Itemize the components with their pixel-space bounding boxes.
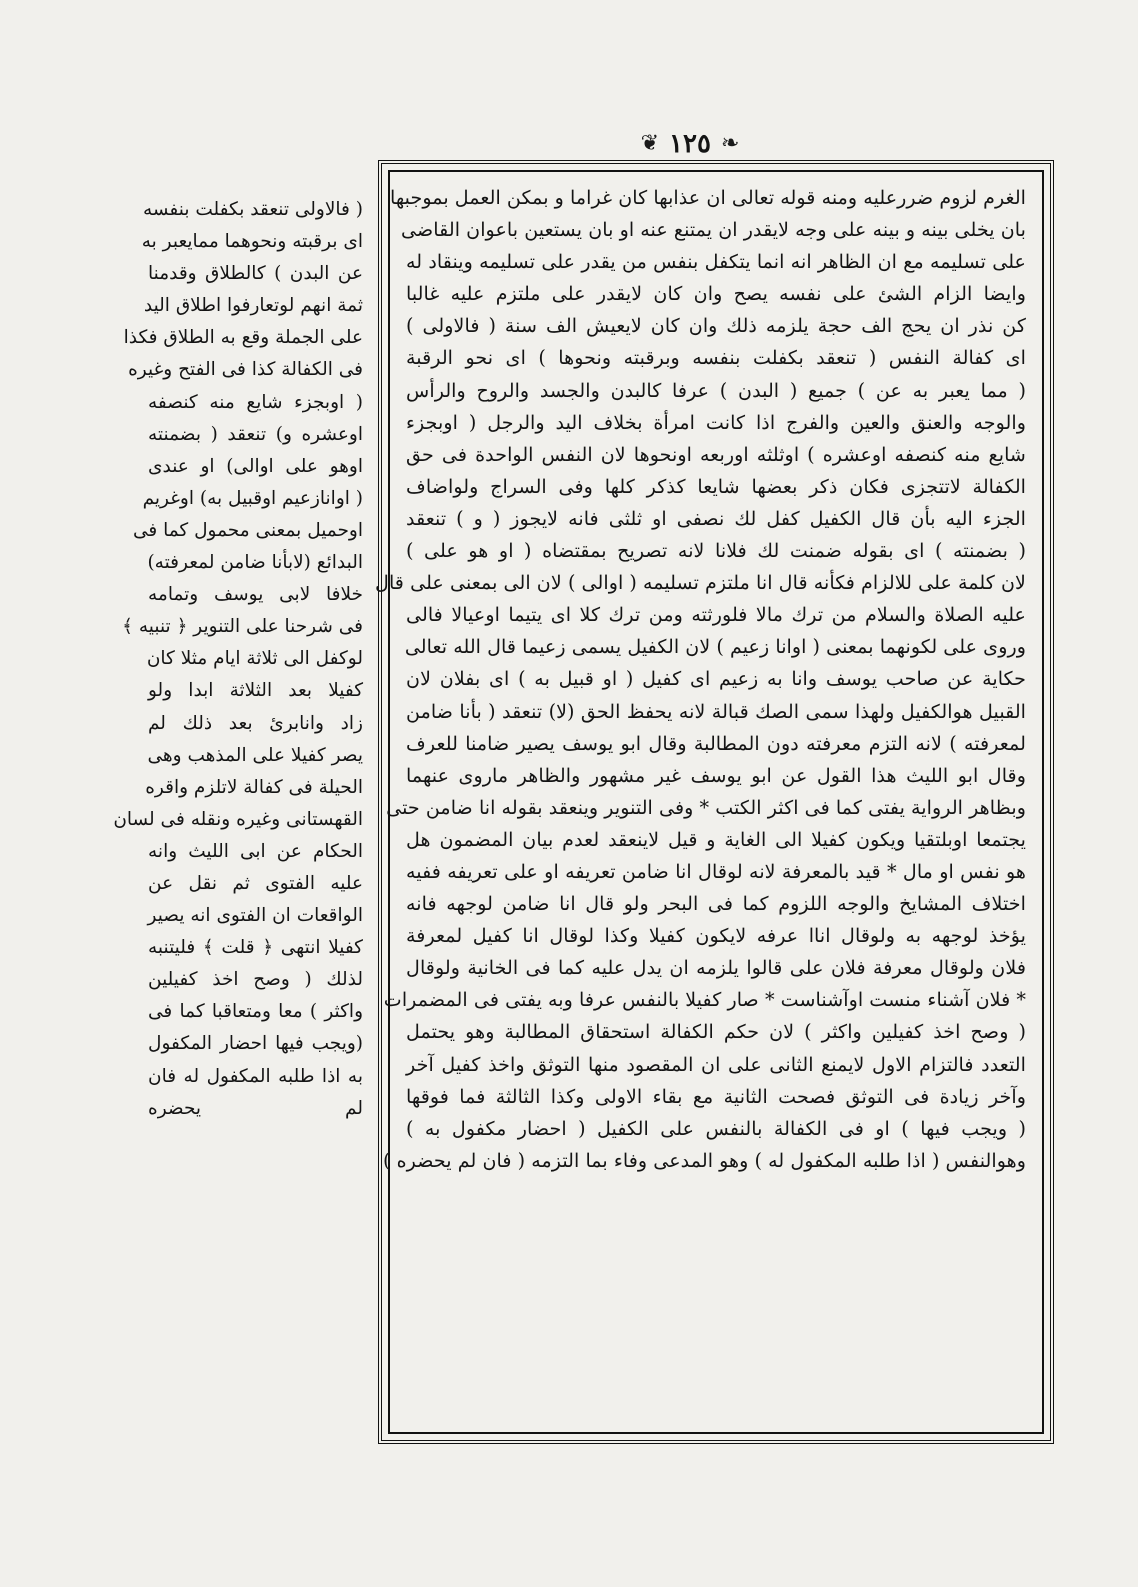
margin-text-line: عن البدن ) كالطلاق وقدمنا bbox=[148, 263, 363, 285]
margin-text-line: واكثر ) معا ومتعاقبا كما فى bbox=[148, 1001, 363, 1023]
main-text-line: ( بضمنته ) اى بقوله ضمنت لك فلانا لانه تصريح بمقتضاه ( او هو على ) bbox=[406, 539, 1026, 563]
main-text-line: وآخر زيادة فى التوثق فصحت الثانية مع بقاء الاولى وكذا الثالثة فما فوقها bbox=[406, 1084, 1026, 1108]
margin-text-line: الحيلة فى كفالة لاتلزم واقره bbox=[145, 776, 363, 798]
margin-text-line: لذلك ( وصح اخذ كفيلين bbox=[148, 969, 363, 991]
main-text-inner-border bbox=[375, 170, 1044, 1434]
main-text-line: على تسليمه مع ان الظاهر انه انما يتكفل بنفس من يقدر على تسليمه وينقاد له bbox=[406, 250, 1026, 274]
main-text-line: التعدد فالتزام الاول لايمنع الثانى على ان المقصود منها التوثق واخذ كفيل آخر bbox=[406, 1052, 1026, 1076]
left-ornament-icon: ❦ bbox=[640, 131, 660, 156]
margin-text-line: لوكفل الى ثلاثة ايام مثلا كان bbox=[146, 648, 363, 670]
margin-text-line: يصر كفيلا على المذهب وهى bbox=[147, 744, 363, 766]
margin-text-line: كفيلا انتهى ﴿ قلت ﴾ فليتنبه bbox=[148, 937, 363, 959]
main-text-line: وبظاهر الرواية يفتى كما فى اكثر الكتب * وفى التنوير وينعقد بقوله انا ضامن حتى bbox=[386, 795, 1026, 819]
main-text-line: بان يخلى بينه و بينه على وجه لايقدر ان يمتنع عنه او بان يستعين باعوان القاضى bbox=[401, 218, 1026, 242]
margin-text-line: (ويجب فيها احضار المكفول bbox=[148, 1033, 363, 1055]
main-text-line: ( مما يعبر به عن ) جميع ( البدن ) عرفا كالبدن والجسد والروح والرأس bbox=[406, 378, 1026, 402]
page-header bbox=[560, 124, 820, 164]
main-text-line: القبيل هوالكفيل ولهذا سمى الصك قبالة لانه يحفظ الحق (لا) تنعقد ( بأنا ضامن bbox=[406, 699, 1026, 723]
margin-commentary-block bbox=[113, 194, 363, 1125]
margin-text-line: ( فالاولى تنعقد بكفلت بنفسه bbox=[142, 199, 363, 220]
margin-text-line: الحكام عن ابى الليث وانه bbox=[148, 840, 363, 862]
margin-text-line: به اذا طلبه المكفول له فان bbox=[148, 1065, 363, 1087]
margin-text-line: فى شرحنا على التنوير ﴿ تنبيه ﴾ bbox=[122, 616, 363, 638]
margin-text-line: اى برقبته ونحوهما ممايعبر به bbox=[141, 231, 363, 253]
main-text-line: لمعرفته ) لانه التزم معرفته دون المطالبة وقال ابو يوسف يصير ضامنا للعرف bbox=[406, 731, 1026, 755]
margin-text-line: ثمة انهم لوتعارفوا اطلاق اليد bbox=[143, 295, 363, 317]
main-text-line: والوجه والعنق والعين والفرج اذا كانت امرأة بخلاف اليد والرجل ( اوبجزء bbox=[406, 410, 1026, 434]
main-text-line: وهوالنفس ( اذا طلبه المكفول له ) وهو المدعى وفاء بما التزمه ( فان لم يحضره ) bbox=[383, 1148, 1026, 1172]
main-text-line: * فلان آشناء منست اوآشناست * صار كفيلا بالنفس عرفا وبه يفتى فى المضمرات bbox=[383, 988, 1026, 1012]
margin-text-line: فى الكفالة كذا فى الفتح وغيره bbox=[128, 359, 363, 381]
main-text-line: وروى على لكونهما بمعنى ( اوانا زعيم ) لان الكفيل يسمى زعيما قال الله تعالى bbox=[404, 635, 1026, 659]
main-text-line: ( وصح اخذ كفيلين واكثر ) لان حكم الكفالة استحقاق المطالبة وهو يحتمل bbox=[406, 1020, 1026, 1044]
main-text-line: شايع منه كنصفه اوعشره ) اوثلثه اوربعه اونحوها لان النفس الواحدة فى حق bbox=[406, 442, 1026, 466]
main-text-line: يجتمعا اوبلتقيا ويكون كفيلا الى الغاية و قيل لاينعقد لعدم بيان المضمون هل bbox=[406, 827, 1026, 851]
page-number: ١٢٥ bbox=[669, 129, 711, 159]
main-text-line: ( ويجب فيها ) او فى الكفالة بالنفس على الكفيل ( احضار مكفول به ) bbox=[406, 1116, 1026, 1140]
main-text-line: يؤخذ لوجهه به ولوقال اناا عرفه لايكون كفيلا وكذا لوقال انا كفيل لمعرفة bbox=[406, 924, 1026, 948]
margin-text-line: القهستانى وغيره ونقله فى لسان bbox=[113, 808, 363, 830]
main-text-frame bbox=[375, 160, 1054, 1444]
margin-text-line: زاد وانابرئ بعد ذلك لم bbox=[148, 712, 363, 734]
main-text-line: هو نفس او مال * قيد بالمعرفة لانه لوقال انا ضامن تعريفه او على تعريفه ففيه bbox=[406, 859, 1026, 883]
margin-text-line: الواقعات ان الفتوى انه يصير bbox=[147, 905, 363, 927]
main-text-line: لان كلمة على للالزام فكأنه قال انا ملتزم تسليمه ( اوالى ) لان الى بمعنى على قال bbox=[375, 571, 1026, 595]
right-ornament-icon: ❧ bbox=[720, 131, 740, 156]
margin-text-line: ( اوبجزء شايع منه كنصفه bbox=[148, 391, 363, 413]
main-text-line: الجزء اليه بأن قال الكفيل كفل لك نصفى او ثلثى فانه لايجوز ( و ) تنعقد bbox=[406, 506, 1026, 530]
main-text-line: اختلاف المشايخ والوجه اللزوم كما فى البحر ولو قال انا ضامن لوجهه فانه bbox=[406, 892, 1026, 916]
margin-text-line: اوعشره و) تنعقد ( بضمنته bbox=[148, 423, 363, 445]
margin-text-line: عليه الفتوى ثم نقل عن bbox=[148, 872, 363, 894]
main-text-line: عليه الصلاة والسلام من ترك مالا فلورثته ومن ترك كلا اى يتيما اوعيالا فالى bbox=[406, 603, 1026, 627]
main-text-line: اى كفالة النفس ( تنعقد بكفلت بنفسه وبرقبته ونحوها ) اى نحو الرقبة bbox=[406, 346, 1026, 370]
main-text-line: فلان ولوقال معرفة فلان على قالوا يلزمه ان يدل عليه كما فى الخانية ولوقال bbox=[406, 956, 1026, 980]
main-text-line: وايضا الزام الشئ على نفسه يصح وان كان لايقدر على ملتزم عليه غالبا bbox=[406, 282, 1026, 306]
main-text-line: وقال ابو الليث هذا القول عن ابو يوسف غير مشهور والظاهر ماروى عنهما bbox=[406, 763, 1026, 787]
main-text-line: الغرم لزوم ضررعليه ومنه قوله تعالى ان عذابها كان غراما و بمكن العمل بموجبها bbox=[389, 186, 1026, 209]
main-text-block bbox=[375, 182, 1026, 1177]
margin-text-line: خلافا لابى يوسف وتمامه bbox=[148, 584, 363, 606]
margin-text-line: اوهو على اوالى) او عندى bbox=[148, 455, 363, 477]
margin-text-line: لم يحضره bbox=[148, 1097, 363, 1119]
main-text-line: الكفالة لاتتجزى فكان ذكر بعضها شايعا كذكر كلها وفى السراج ولواضاف bbox=[406, 474, 1026, 498]
margin-text-line: اوحميل بمعنى محمول كما فى bbox=[132, 519, 363, 541]
margin-text-line: على الجملة وقع به الطلاق فكذا bbox=[123, 327, 363, 349]
main-text-line: كن نذر ان يحج الف حجة يلزمه ذلك وان كان لايعيش الف سنة ( فالاولى ) bbox=[406, 314, 1026, 338]
margin-text-line: كفيلا بعد الثلاثة ابدا ولو bbox=[148, 680, 363, 702]
margin-text-line: ( اوانازعيم اوقبيل به) اوغريم bbox=[142, 487, 363, 509]
main-text-line: حكاية عن صاحب يوسف وانا به زعيم اى كفيل ( او قبيل به ) اى بفلان لان bbox=[406, 667, 1026, 691]
margin-text-line: البدائع (لابأنا ضامن لمعرفته) bbox=[147, 552, 363, 574]
